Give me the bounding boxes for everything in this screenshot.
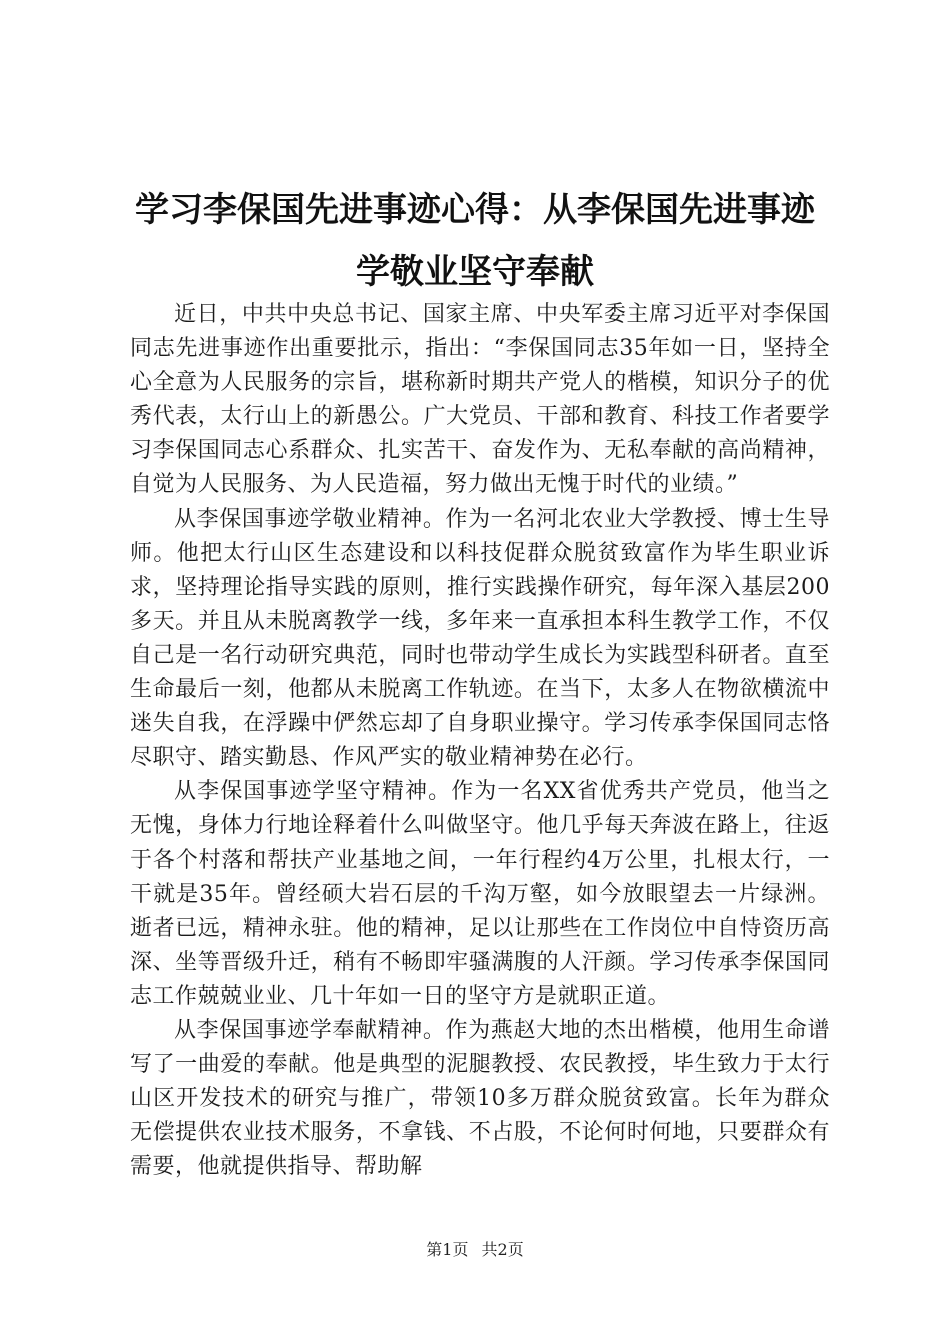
document-title-line1: 学习李保国先进事迹心得：从李保国先进事迹 xyxy=(135,190,815,230)
document-title-line2: 学敬业坚守奉献 xyxy=(356,252,594,292)
body-paragraph-2: 从李保国事迹学敬业精神。作为一名河北农业大学教授、博士生导师。他把太行山区生态建设和以科技促群众脱贫致富作为毕生职业诉求，坚持理论指导实践的原则，推行实践操作研究，每年深入基层200多天。并且从未脱离教学一线，多年来一直承担本科生教学工作，不仅自己是一名行动研究典范，同时也带动学生成长为实践型科研者。直至生命最后一刻，他都从未脱离工作轨迹。在当下，太多人在物欲横流中迷失自我，在浮躁中俨然忘却了自身职业操守。学习传承李保国同志恪尽职守、踏实勤恳、作风严实的敬业精神势在必行。 xyxy=(130,506,830,771)
page-number-current: 第1页 xyxy=(426,1240,469,1259)
page-footer xyxy=(0,1240,950,1260)
body-paragraph-3: 从李保国事迹学坚守精神。作为一名XX省优秀共产党员，他当之无愧，身体力行地诠释着什么叫做坚守。他几乎每天奔波在路上，往返于各个村落和帮扶产业基地之间，一年行程约4万公里，扎根太行，一干就是35年。曾经硕大岩石层的千沟万壑，如今放眼望去一片绿洲。逝者已远，精神永驻。他的精神，足以让那些在工作岗位中自恃资历高深、坐等晋级升迁，稍有不畅即牢骚满腹的人汗颜。学习传承李保国同志工作兢兢业业、几十年如一日的坚守方是就职正道。 xyxy=(130,779,830,1009)
document-body xyxy=(130,298,830,1184)
body-paragraph-4: 从李保国事迹学奉献精神。作为燕赵大地的杰出楷模，他用生命谱写了一曲爱的奉献。他是典型的泥腿教授、农民教授，毕生致力于太行山区开发技术的研究与推广，带领10多万群众脱贫致富。长年为群众无偿提供农业技术服务，不拿钱、不占股，不论何时何地，只要群众有需要，他就提供指导、帮助解 xyxy=(130,1017,830,1180)
body-paragraph-1: 近日，中共中央总书记、国家主席、中央军委主席习近平对李保国同志先进事迹作出重要批示，指出：“李保国同志35年如一日，坚持全心全意为人民服务的宗旨，堪称新时期共产党人的楷模，知识分子的优秀代表，太行山上的新愚公。广大党员、干部和教育、科技工作者要学习李保国同志心系群众、扎实苦干、奋发作为、无私奉献的高尚精神，自觉为人民服务、为人民造福，努力做出无愧于时代的业绩。” xyxy=(130,302,830,498)
page-number-total: 共2页 xyxy=(481,1240,524,1259)
